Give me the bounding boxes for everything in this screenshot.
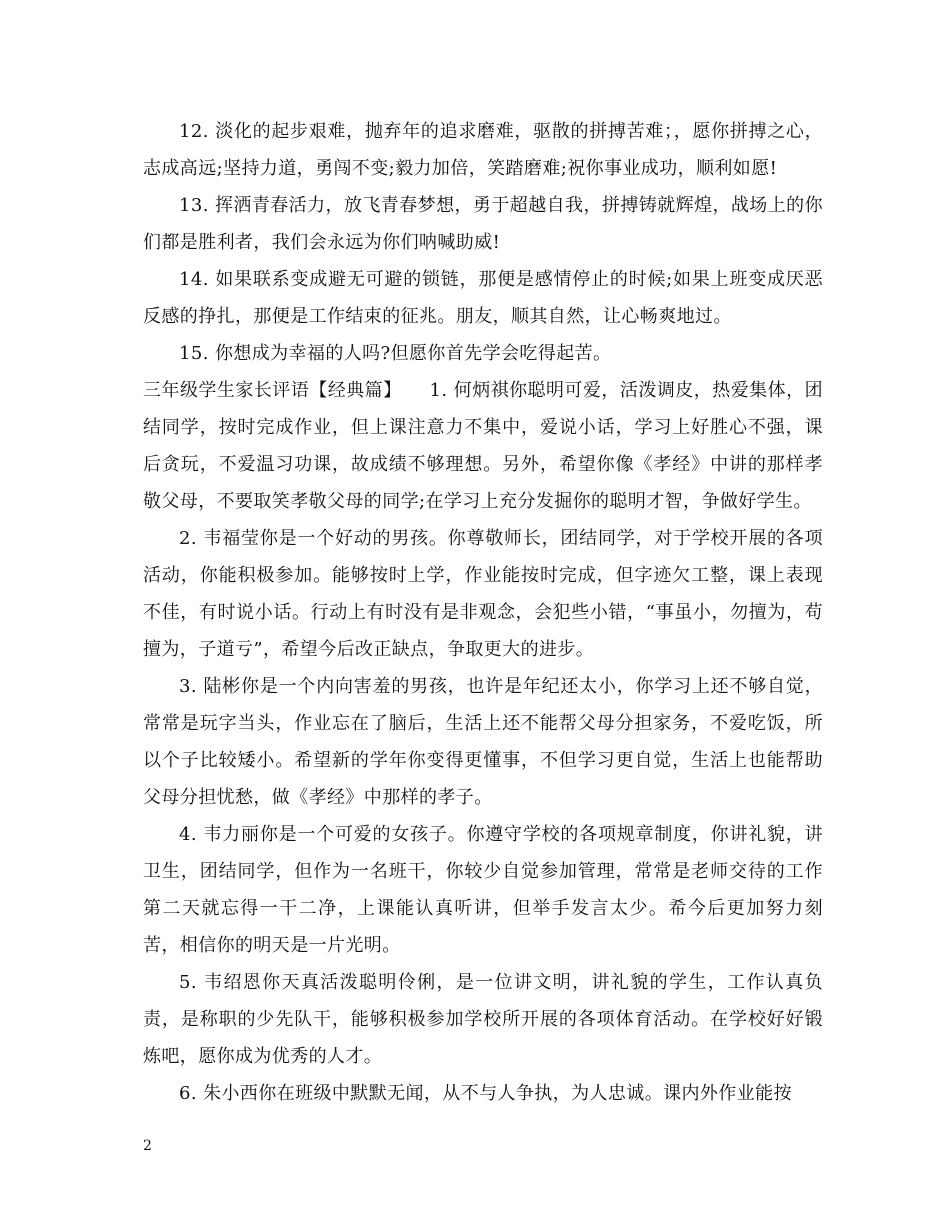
paragraph-5: 5. 韦绍恩你天真活泼聪明伶俐，是一位讲文明，讲礼貌的学生，工作认真负责，是称职的少先队干，能够积极参加学校所开展的各项体育活动。在学校好好锻炼吧，愿你成为优秀的人才。 bbox=[143, 972, 823, 1067]
paragraph-4: 4. 韦力丽你是一个可爱的女孩子。你遵守学校的各项规章制度，你讲礼貌，讲卫生，团结同学，但作为一名班干，你较少自觉参加管理，常常是老师交待的工作第二天就忘得一干二净，上课能认真听讲，但举手发言太少。希今后更加努力刻苦，相信你的明天是一片光明。 bbox=[143, 824, 823, 956]
page-number: 2 bbox=[143, 1138, 152, 1154]
paragraph-15: 15. 你想成为幸福的人吗?但愿你首先学会吃得起苦。 bbox=[179, 343, 612, 364]
paragraph-14: 14. 如果联系变成避无可避的锁链，那便是感情停止的时候;如果上班变成厌恶反感的挣扎，那便是工作结束的征兆。朋友，顺其自然，让心畅爽地过。 bbox=[143, 269, 823, 327]
paragraph-6: 6. 朱小西你在班级中默默无闻，从不与人争执，为人忠诚。课内外作业能按 bbox=[179, 1083, 792, 1104]
section-heading-paragraph-1: 三年级学生家长评语【经典篇】 1. 何炳祺你聪明可爱，活泼调皮，热爱集体，团结同学，按时完成作业，但上课注意力不集中，爱说小话，学习上好胜心不强，课后贪玩，不爱温习功课，故成绩不够理想。另外，希望你像《孝经》中讲的那样孝敬父母，不要取笑孝敬父母的同学;在学习上充分发掘你的聪明才智，争做好学生。 bbox=[143, 380, 823, 512]
paragraph-12: 12. 淡化的起步艰难，抛弃年的追求磨难，驱散的拼搏苦难；，愿你拼搏之心，志成高远;坚持力道，勇闯不变;毅力加倍，笑踏磨难;祝你事业成功，顺利如愿! bbox=[143, 121, 823, 179]
paragraph-13: 13. 挥洒青春活力，放飞青春梦想，勇于超越自我，拼搏铸就辉煌，战场上的你们都是胜利者，我们会永远为你们呐喊助威! bbox=[143, 195, 823, 253]
paragraph-2: 2. 韦福莹你是一个好动的男孩。你尊敬师长，团结同学，对于学校开展的各项活动，你能积极参加。能够按时上学，作业能按时完成，但字迹欠工整，课上表现不佳，有时说小话。行动上有时没有是非观念，会犯些小错，“事虽小，勿擅为，苟擅为，子道亏”，希望今后改正缺点，争取更大的进步。 bbox=[143, 528, 823, 660]
paragraph-3: 3. 陆彬你是一个内向害羞的男孩，也许是年纪还太小，你学习上还不够自觉，常常是玩字当头，作业忘在了脑后，生活上还不能帮父母分担家务，不爱吃饭，所以个子比较矮小。希望新的学年你变得更懂事，不但学习更自觉，生活上也能帮助父母分担忧愁，做《孝经》中那样的孝子。 bbox=[143, 676, 823, 808]
body-text bbox=[143, 113, 823, 1112]
